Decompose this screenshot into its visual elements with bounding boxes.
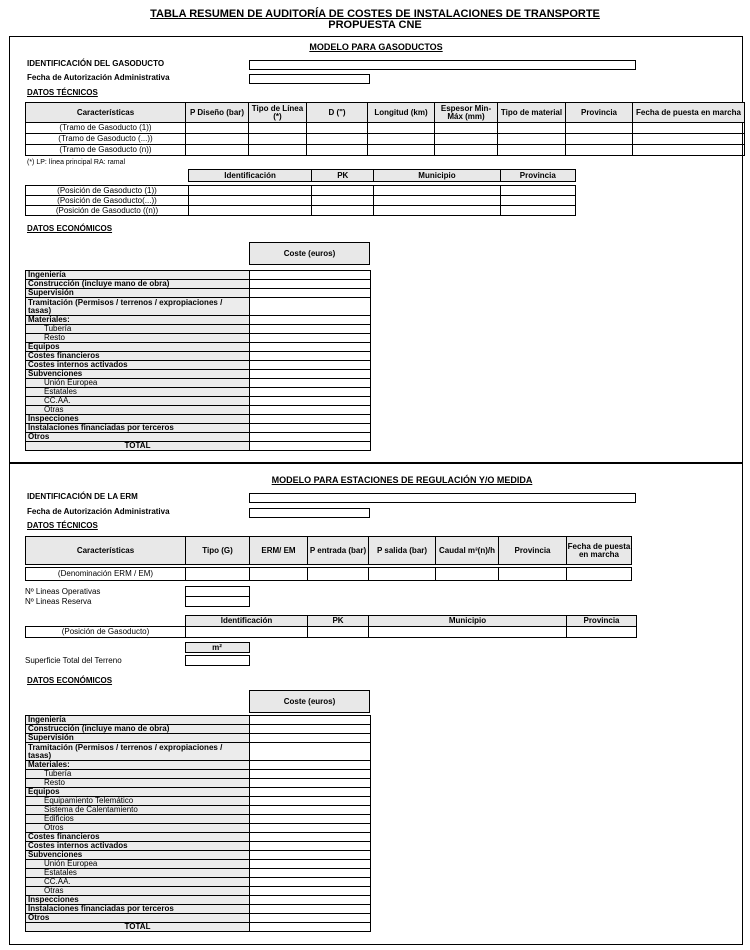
table-row bbox=[26, 433, 371, 442]
cost-label: Otras bbox=[26, 406, 250, 415]
table-row bbox=[26, 878, 371, 887]
table-row bbox=[26, 770, 371, 779]
cost-value-field[interactable] bbox=[250, 334, 371, 343]
cost-label: Resto bbox=[26, 779, 250, 788]
posicion-label: (Posición de Gasoducto (1)) bbox=[26, 186, 189, 196]
cost-label: Supervisión bbox=[26, 734, 250, 743]
col-fecha-puesta: Fecha de puesta en marcha bbox=[633, 103, 745, 123]
cost-value-field[interactable] bbox=[250, 842, 371, 851]
cost-value-field[interactable] bbox=[250, 743, 371, 761]
cost-value-field[interactable] bbox=[250, 415, 371, 424]
gasoducto-panel bbox=[9, 36, 743, 463]
cost-value-field[interactable] bbox=[250, 869, 371, 878]
cost-value-field[interactable] bbox=[250, 815, 371, 824]
gasoducto-model-title: MODELO PARA GASODUCTOS bbox=[309, 42, 443, 52]
erm-panel bbox=[9, 463, 743, 945]
cost-value-field[interactable] bbox=[250, 851, 371, 860]
col-p-salida: P salida (bar) bbox=[369, 537, 436, 565]
cost-label: Construcción (incluye mano de obra) bbox=[26, 725, 250, 734]
table-row bbox=[26, 388, 371, 397]
erm-lineas-table bbox=[25, 586, 250, 607]
table-row bbox=[26, 779, 371, 788]
table-row bbox=[26, 851, 371, 860]
table-row bbox=[26, 379, 371, 388]
cost-value-field[interactable] bbox=[250, 442, 371, 451]
erm-fecha-field[interactable] bbox=[249, 508, 370, 518]
cost-label: Equipamiento Telemático bbox=[26, 797, 250, 806]
col-p-diseno: P Diseño (bar) bbox=[186, 103, 249, 123]
col-tipo: Tipo (G) bbox=[186, 537, 250, 565]
table-row bbox=[26, 914, 371, 923]
cost-label: Costes financieros bbox=[26, 833, 250, 842]
cost-label: Otros bbox=[26, 824, 250, 833]
col-tipo-linea: Tipo de Línea (*) bbox=[249, 103, 307, 123]
table-row bbox=[26, 887, 371, 896]
cost-label: Resto bbox=[26, 334, 250, 343]
cost-label: Ingeniería bbox=[26, 271, 250, 280]
table-row bbox=[26, 896, 371, 905]
cost-value-field[interactable] bbox=[250, 343, 371, 352]
cost-label: Estatales bbox=[26, 869, 250, 878]
posicion-label: (Posición de Gasoducto ((n)) bbox=[26, 206, 189, 216]
cost-label: Sistema de Calentamiento bbox=[26, 806, 250, 815]
tramo-label: (Tramo de Gasoducto (1)) bbox=[26, 123, 186, 134]
cost-value-field[interactable] bbox=[250, 725, 371, 734]
col-provincia: Provincia bbox=[567, 616, 637, 627]
col-identificacion: Identificación bbox=[186, 616, 308, 627]
erm-position-table bbox=[25, 615, 637, 638]
cost-value-field[interactable] bbox=[250, 280, 371, 289]
table-row bbox=[26, 289, 371, 298]
table-row bbox=[26, 923, 371, 932]
cost-label: CC.AA. bbox=[26, 397, 250, 406]
cost-label: CC.AA. bbox=[26, 878, 250, 887]
document-title: TABLA RESUMEN DE AUDITORÍA DE COSTES DE INSTALACIONES DE TRANSPORTE bbox=[150, 8, 600, 20]
col-fecha-puesta: Fecha de puesta en marcha bbox=[567, 537, 632, 565]
gasoducto-datos-tecnicos: DATOS TÉCNICOS bbox=[27, 88, 98, 97]
table-row bbox=[26, 424, 371, 433]
tramo-label: (Tramo de Gasoducto (...)) bbox=[26, 134, 186, 145]
gasoducto-tech-table bbox=[25, 102, 745, 156]
erm-superficie-table bbox=[25, 642, 250, 666]
col-municipio: Municipio bbox=[369, 616, 567, 627]
col-pk: PK bbox=[312, 170, 374, 182]
col-caudal: Caudal m³(n)/h bbox=[436, 537, 499, 565]
cost-label: Materiales: bbox=[26, 316, 250, 325]
table-row bbox=[26, 298, 371, 316]
posicion-label: (Posición de Gasoducto) bbox=[26, 627, 186, 638]
table-row bbox=[26, 725, 371, 734]
erm-datos-tecnicos: DATOS TÉCNICOS bbox=[27, 521, 98, 530]
cost-value-field[interactable] bbox=[250, 923, 371, 932]
col-provincia: Provincia bbox=[566, 103, 633, 123]
document-subtitle: PROPUESTA CNE bbox=[328, 19, 422, 31]
cost-label: Ingeniería bbox=[26, 716, 250, 725]
col-tipo-material: Tipo de material bbox=[498, 103, 566, 123]
cost-label: Estatales bbox=[26, 388, 250, 397]
erm-id-field[interactable] bbox=[249, 493, 636, 503]
cost-value-field[interactable] bbox=[250, 433, 371, 442]
lineas-reserva-field[interactable] bbox=[185, 597, 249, 607]
cost-label: Otros bbox=[26, 914, 250, 923]
cost-value-field[interactable] bbox=[250, 878, 371, 887]
table-row bbox=[26, 397, 371, 406]
lineas-operativas-label: Nº Lineas Operativas bbox=[25, 587, 185, 597]
table-row bbox=[26, 788, 371, 797]
posicion-label: (Posición de Gasoducto(...)) bbox=[26, 196, 189, 206]
cost-value-field[interactable] bbox=[250, 298, 371, 316]
lineas-operativas-field[interactable] bbox=[185, 587, 249, 597]
col-longitud: Longitud (km) bbox=[368, 103, 435, 123]
table-row bbox=[26, 406, 371, 415]
cost-label: Otras bbox=[26, 887, 250, 896]
gasoducto-datos-economicos: DATOS ECONÓMICOS bbox=[27, 224, 113, 233]
cost-value-field[interactable] bbox=[250, 352, 371, 361]
cost-value-field[interactable] bbox=[250, 361, 371, 370]
cost-value-field[interactable] bbox=[250, 289, 371, 298]
cost-value-field[interactable] bbox=[250, 716, 371, 725]
coste-header: Coste (euros) bbox=[250, 243, 370, 265]
table-row bbox=[25, 597, 249, 607]
cost-value-field[interactable] bbox=[250, 797, 371, 806]
table-row bbox=[26, 334, 371, 343]
table-row bbox=[26, 905, 371, 914]
cost-label: Instalaciones financiadas por terceros bbox=[26, 424, 250, 433]
erm-coste-header bbox=[249, 690, 370, 713]
col-identificacion: Identificación bbox=[188, 170, 311, 182]
cost-value-field[interactable] bbox=[250, 824, 371, 833]
cost-label: Supervisión bbox=[26, 289, 250, 298]
cost-label: TOTAL bbox=[26, 442, 250, 451]
table-row bbox=[26, 145, 745, 156]
cost-label: Costes financieros bbox=[26, 352, 250, 361]
cost-value-field[interactable] bbox=[250, 806, 371, 815]
table-row bbox=[26, 442, 371, 451]
col-erm-em: ERM/ EM bbox=[250, 537, 308, 565]
col-diametro: D (") bbox=[307, 103, 368, 123]
table-row bbox=[26, 196, 576, 206]
cost-value-field[interactable] bbox=[250, 770, 371, 779]
table-row bbox=[26, 833, 371, 842]
cost-label: Costes internos activados bbox=[26, 842, 250, 851]
table-row bbox=[25, 656, 249, 666]
cost-value-field[interactable] bbox=[250, 761, 371, 770]
cost-label: Inspecciones bbox=[26, 896, 250, 905]
cost-label: Tramitación (Permisos / terrenos / expropiaciones / tasas) bbox=[26, 298, 250, 316]
erm-tech-table bbox=[25, 536, 745, 581]
col-municipio: Municipio bbox=[374, 170, 500, 182]
cost-label: Equipos bbox=[26, 788, 250, 797]
table-row bbox=[26, 186, 576, 196]
table-row bbox=[26, 860, 371, 869]
table-row bbox=[26, 797, 371, 806]
erm-datos-economicos: DATOS ECONÓMICOS bbox=[27, 676, 113, 685]
table-row bbox=[26, 280, 371, 289]
table-row bbox=[26, 352, 371, 361]
cost-label: Unión Europea bbox=[26, 860, 250, 869]
gasoducto-position-table bbox=[25, 169, 576, 216]
cost-value-field[interactable] bbox=[250, 406, 371, 415]
gasoducto-footnote: (*) LP: línea principal RA: ramal bbox=[27, 159, 126, 166]
cost-label: Construcción (incluye mano de obra) bbox=[26, 280, 250, 289]
table-row bbox=[26, 271, 371, 280]
cost-value-field[interactable] bbox=[250, 887, 371, 896]
cost-label: Materiales: bbox=[26, 761, 250, 770]
m2-header: m² bbox=[185, 643, 249, 653]
cost-label: Subvenciones bbox=[26, 370, 250, 379]
table-row bbox=[26, 842, 371, 851]
table-row bbox=[26, 343, 371, 352]
cost-value-field[interactable] bbox=[250, 779, 371, 788]
col-espesor: Espesor Min-Máx (mm) bbox=[435, 103, 498, 123]
cost-value-field[interactable] bbox=[250, 914, 371, 923]
cost-value-field[interactable] bbox=[250, 271, 371, 280]
cost-label: Otros bbox=[26, 433, 250, 442]
table-row bbox=[26, 415, 371, 424]
gasoducto-id-label: IDENTIFICACIÓN DEL GASODUCTO bbox=[27, 59, 165, 68]
table-row bbox=[26, 734, 371, 743]
gasoducto-fecha-field[interactable] bbox=[249, 74, 370, 84]
col-pk: PK bbox=[308, 616, 369, 627]
table-row bbox=[26, 568, 745, 581]
col-provincia: Provincia bbox=[500, 170, 575, 182]
gasoducto-fecha-label: Fecha de Autorización Administrativa bbox=[27, 73, 170, 82]
denominacion-label: (Denominación ERM / EM) bbox=[26, 568, 186, 581]
cost-label: Costes internos activados bbox=[26, 361, 250, 370]
cost-value-field[interactable] bbox=[250, 397, 371, 406]
col-provincia: Provincia bbox=[499, 537, 567, 565]
table-row bbox=[26, 325, 371, 334]
cost-label: TOTAL bbox=[26, 923, 250, 932]
cost-label: Inspecciones bbox=[26, 415, 250, 424]
table-row bbox=[26, 743, 371, 761]
table-row bbox=[26, 716, 371, 725]
cost-value-field[interactable] bbox=[250, 379, 371, 388]
gasoducto-coste-header bbox=[249, 242, 370, 265]
cost-label: Tubería bbox=[26, 325, 250, 334]
cost-value-field[interactable] bbox=[250, 424, 371, 433]
col-caracteristicas: Características bbox=[26, 103, 186, 123]
cost-value-field[interactable] bbox=[250, 370, 371, 379]
cost-value-field[interactable] bbox=[250, 734, 371, 743]
cost-label: Edificios bbox=[26, 815, 250, 824]
table-row bbox=[26, 627, 637, 638]
gasoducto-id-field[interactable] bbox=[249, 60, 636, 70]
cost-value-field[interactable] bbox=[250, 388, 371, 397]
cost-label: Unión Europea bbox=[26, 379, 250, 388]
cost-value-field[interactable] bbox=[250, 325, 371, 334]
table-row bbox=[26, 361, 371, 370]
coste-header: Coste (euros) bbox=[250, 691, 370, 713]
cost-value-field[interactable] bbox=[250, 316, 371, 325]
cost-value-field[interactable] bbox=[250, 905, 371, 914]
table-row bbox=[26, 206, 576, 216]
table-row bbox=[26, 123, 745, 134]
superficie-label: Superficie Total del Terreno bbox=[25, 656, 185, 666]
cost-label: Equipos bbox=[26, 343, 250, 352]
cost-label: Subvenciones bbox=[26, 851, 250, 860]
col-p-entrada: P entrada (bar) bbox=[308, 537, 369, 565]
col-caracteristicas: Características bbox=[26, 537, 186, 565]
erm-fecha-label: Fecha de Autorización Administrativa bbox=[27, 507, 170, 516]
cost-value-field[interactable] bbox=[250, 860, 371, 869]
table-row bbox=[26, 761, 371, 770]
erm-id-label: IDENTIFICACIÓN DE LA ERM bbox=[27, 492, 138, 501]
superficie-field[interactable] bbox=[185, 656, 249, 666]
cost-label: Tubería bbox=[26, 770, 250, 779]
cost-label: Instalaciones financiadas por terceros bbox=[26, 905, 250, 914]
table-row bbox=[26, 815, 371, 824]
erm-model-title: MODELO PARA ESTACIONES DE REGULACIÓN Y/O MEDIDA bbox=[271, 475, 533, 485]
erm-cost-table bbox=[25, 715, 371, 932]
tramo-label: (Tramo de Gasoducto (n)) bbox=[26, 145, 186, 156]
gasoducto-cost-table bbox=[25, 270, 371, 451]
table-row bbox=[26, 824, 371, 833]
cost-label: Tramitación (Permisos / terrenos / expropiaciones / tasas) bbox=[26, 743, 250, 761]
cost-value-field[interactable] bbox=[250, 833, 371, 842]
table-row bbox=[26, 806, 371, 815]
table-row bbox=[26, 316, 371, 325]
table-row bbox=[26, 869, 371, 878]
table-row bbox=[25, 587, 249, 597]
lineas-reserva-label: Nº Lineas Reserva bbox=[25, 597, 185, 607]
table-row bbox=[26, 370, 371, 379]
cost-value-field[interactable] bbox=[250, 896, 371, 905]
table-row bbox=[26, 134, 745, 145]
cost-value-field[interactable] bbox=[250, 788, 371, 797]
